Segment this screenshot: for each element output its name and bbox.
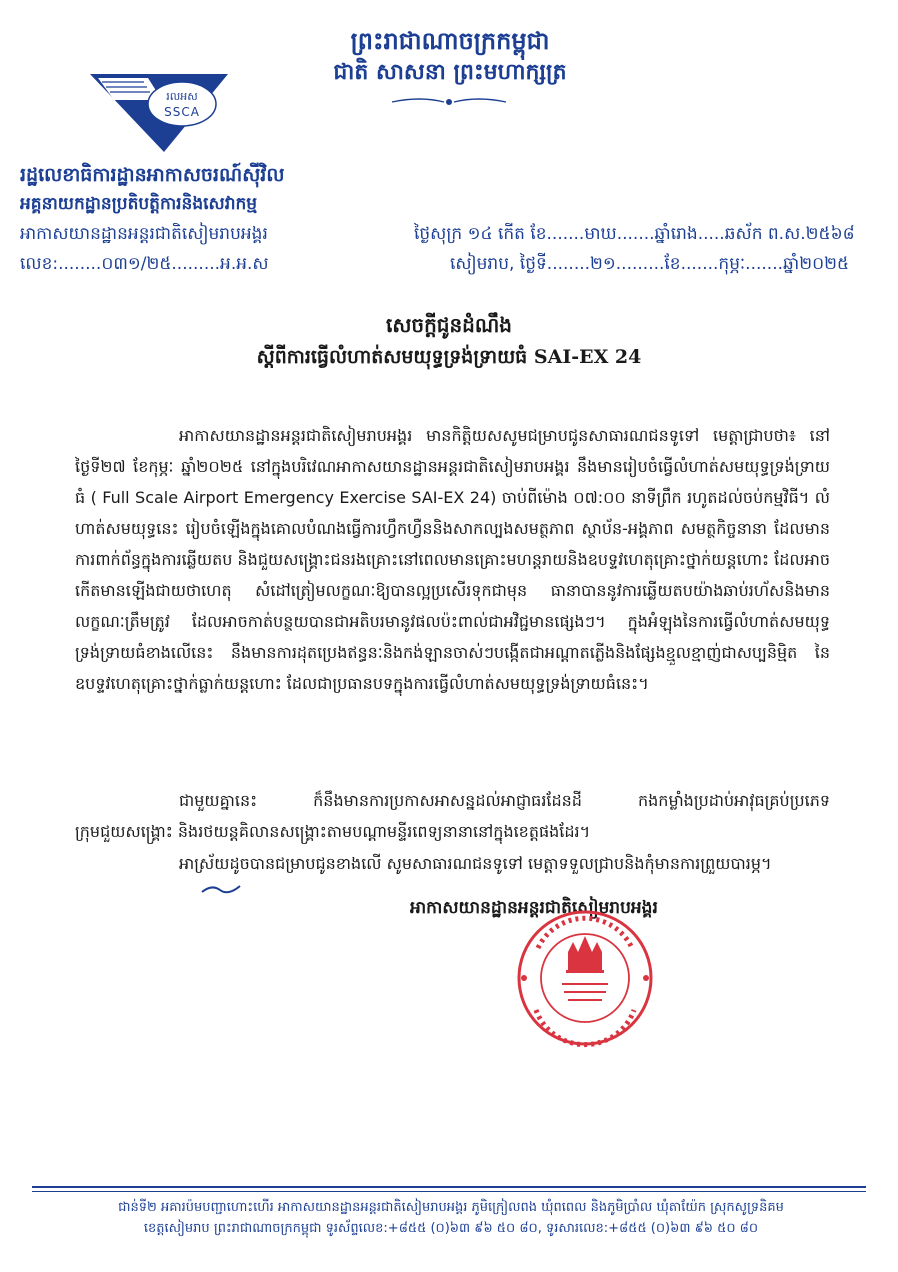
body-paragraph-2: ជាមួយគ្នានេះ ក៏នឹងមានការប្រកាសអាសន្នដល់អាជ្ញាធរដែនដី កងកម្លាំងប្រដាប់អាវុធគ្រប់ប្រភេទ ក្រុមជួយសង្គ្រោះ និងរថយន្តគិលានសង្គ្រោះតាមបណ្តាមន្ទីរពេទ្យនានានៅក្នុងខេត្តផងដែរ។ bbox=[75, 791, 830, 841]
solar-date: សៀមរាប, ថ្ងៃទី........២១.........ខែ.......កុម្ភៈ.......ឆ្នាំ២០២៥ bbox=[450, 254, 850, 274]
official-seal bbox=[496, 908, 674, 1048]
airport-name: អាកាសយានដ្ឋានអន្តរជាតិសៀមរាបអង្គរ bbox=[20, 224, 268, 244]
kingdom-heading: ព្រះរាជាណាចក្រកម្ពុជា bbox=[350, 26, 550, 55]
logo-text-km: រលអស bbox=[166, 90, 198, 103]
footer-rule bbox=[32, 1186, 866, 1188]
body-paragraph-1: អាកាសយានដ្ឋានអន្តរជាតិសៀមរាបអង្គរ មានកិត្តិយសសូមជម្រាបជូនសាធារណជនទូទៅ មេត្តាជ្រាបថា៖ នៅថ្ងៃទី២៧ ខែកុម្ភៈ ឆ្នាំ២០២៥ នៅក្នុងបរិវេណអាកាសយានដ្ឋានអន្តរជាតិសៀមរាបអង្គរ នឹងមានរៀបចំធ្វើលំហាត់សមយុទ្ធទ្រង់ទ្រាយធំ ( Full Scale Airport Emergency Exercise SAI-EX 24) ចាប់ពីម៉ោង ០៧:០០ នាទីព្រឹក រហូតដល់ចប់កម្មវិធី។ លំហាត់សមយុទ្ធនេះ រៀបចំឡើងក្នុងគោលបំណងធ្វើការហ្វឹកហ្វឺននិងសាកល្បងសមត្ថភាព ស្ថាប័ន-អង្គភាព សមត្ថកិច្ចនានា ដែលមានការពាក់ព័ន្ធក្នុងការឆ្លើយតប និងជួយសង្គ្រោះជនរងគ្រោះនៅពេលមានគ្រោះមហន្តរាយនិងឧបទ្ទវហេតុគ្រោះថ្នាក់យន្តហោះ ដែលអាចកើតមានឡើងជាយថាហេតុ សំដៅត្រៀមលក្ខណៈឱ្យបានល្អប្រសើរទុកជាមុន ធានាបាននូវការឆ្លើយតបយ៉ាងឆាប់រហ័សនិងមានលក្ខណៈត្រឹមត្រូវ ដែលអាចកាត់បន្ថយបានជាអតិបរមានូវផលប៉ះពាល់ជាអវិជ្ជមានផ្សេងៗ។ ក្នុងអំឡុងនៃការធ្វើលំហាត់សមយុទ្ធទ្រង់ទ្រាយធំខាងលើនេះ នឹងមានការដុតប្រេងឥន្ធនៈនិងកង់ឡានចាស់ៗបង្កើតជាអណ្តាតភ្លើងនិងផ្សែងខ្មួលខ្មាញ់ជាសប្បនិម្មិត នៃឧបទ្ទវហេតុគ្រោះថ្នាក់ធ្លាក់យន្តហោះ ដែលជាប្រធានបទក្នុងការធ្វើលំហាត់សមយុទ្ធទ្រង់ទ្រាយធំនេះ។ bbox=[75, 426, 831, 693]
footer-address: ជាន់ទី២ អគារប៉មបញ្ជាហោះហើរ អាកាសយានដ្ឋានអន្តរជាតិសៀមរាបអង្គរ ភូមិក្រៀលពង ឃុំពពេល និងភូមិប្រាំល ឃុំតាយ៉ែក ស្រុកសូទ្រនិគម bbox=[118, 1200, 784, 1215]
ssca-logo bbox=[84, 64, 234, 156]
footer-rule-thin bbox=[32, 1191, 866, 1192]
signer-title: អាកាសយានដ្ឋានអន្តរជាតិសៀមរាបអង្គរ bbox=[410, 898, 658, 918]
document-subject: ស្តីពីការធ្វើលំហាត់សមយុទ្ធទ្រង់ទ្រាយធំ SAI-EX 24 bbox=[256, 346, 642, 368]
national-motto: ជាតិ សាសនា ព្រះមហាក្សត្រ bbox=[333, 59, 567, 85]
department-name: អគ្គនាយកដ្ឋានប្រតិបត្តិការនិងសេវាកម្ម bbox=[20, 194, 258, 214]
reference-number: លេខ:........០៣១/២៥.........អ.អ.ស bbox=[20, 254, 269, 274]
agency-name: រដ្ឋលេខាធិការដ្ឋានអាកាសចរណ៍ស៊ីវិល bbox=[20, 164, 285, 186]
ornament-divider bbox=[390, 94, 508, 110]
logo-text-en: SSCA bbox=[164, 105, 200, 119]
document-title: សេចក្តីជូនដំណឹង bbox=[386, 313, 512, 337]
initial-mark bbox=[200, 880, 246, 898]
lunar-date: ថ្ងៃសុក្រ ១៤ កើត ខែ.......មាឃ.......ឆ្នាំរោង.....ឆស័ក ព.ស.២៥៦៨ bbox=[414, 224, 855, 244]
footer-contact: ខេត្តសៀមរាប ព្រះរាជាណាចក្រកម្ពុជា ទូរស័ព្ទលេខ:+៨៥៥ (០)៦៣ ៩៦ ៥០ ៨០, ទូរសារលេខ:+៨៥៥ (០)៦៣ ៩៦ ៥០ ៨០ bbox=[143, 1221, 759, 1236]
body-paragraph-3: អាស្រ័យដូចបានជម្រាបជូនខាងលើ សូមសាធារណជនទូទៅ មេត្តាទទួលជ្រាបនិងកុំមានការព្រួយបារម្ភ។ bbox=[179, 854, 772, 873]
